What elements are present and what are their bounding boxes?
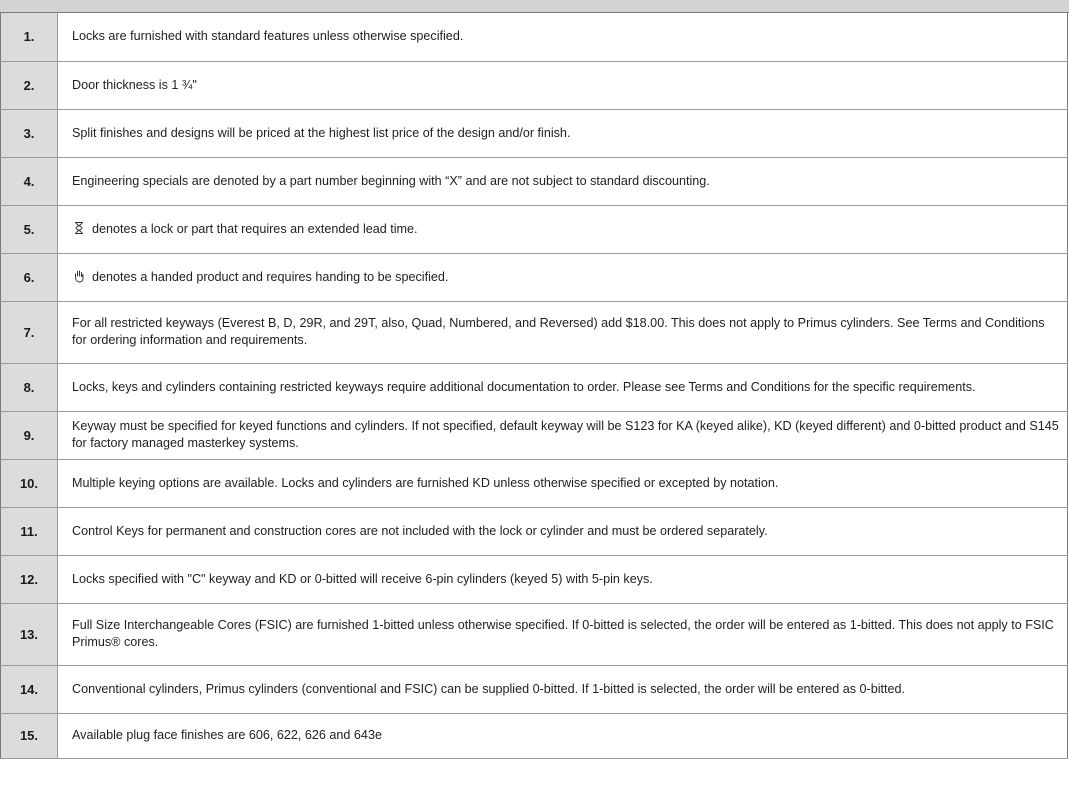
note-row: [1, 205, 1068, 253]
note-number: 7.: [1, 301, 58, 363]
note-row: [1, 713, 1068, 758]
note-number: 12.: [1, 555, 58, 603]
note-row: [1, 109, 1068, 157]
note-number: 13.: [1, 603, 58, 665]
note-row: [1, 507, 1068, 555]
note-row: [1, 603, 1068, 665]
note-text: [58, 253, 1068, 301]
note-number: 14.: [1, 665, 58, 713]
note-text-content: denotes a lock or part that requires an extended lead time.: [92, 221, 418, 236]
note-text: Locks, keys and cylinders containing restricted keyways require additional documentation to order. Please see Terms and Conditions for the specific requirements.: [58, 363, 1068, 411]
note-row: [1, 13, 1068, 61]
note-text-content: denotes a handed product and requires handing to be specified.: [92, 269, 449, 284]
note-number: 8.: [1, 363, 58, 411]
hourglass-icon: [72, 221, 86, 235]
note-row: [1, 363, 1068, 411]
note-text: Control Keys for permanent and construction cores are not included with the lock or cylinder and must be ordered separately.: [58, 507, 1068, 555]
note-text: [58, 603, 1068, 665]
note-text: For all restricted keyways (Everest B, D, 29R, and 29T, also, Quad, Numbered, and Reversed) add $18.00. This does not apply to Primus cylinders. See Terms and Conditions for ordering information and requirements.: [58, 301, 1068, 363]
note-text: Locks are furnished with standard features unless otherwise specified.: [58, 13, 1068, 61]
note-number: 6.: [1, 253, 58, 301]
note-number: 1.: [1, 13, 58, 61]
note-row: [1, 555, 1068, 603]
note-row: [1, 411, 1068, 459]
note-number: 5.: [1, 205, 58, 253]
note-row: [1, 665, 1068, 713]
note-text: Available plug face finishes are 606, 622, 626 and 643e: [58, 713, 1068, 758]
note-text: [58, 205, 1068, 253]
note-text: Split finishes and designs will be priced at the highest list price of the design and/or finish.: [58, 109, 1068, 157]
note-text-content: Full Size Interchangeable Cores (FSIC) are furnished 1-bitted unless otherwise specified. If 0-bitted is selected, the order will be entered as 1-bitted. This does not apply to FSIC Primus® cores.: [72, 618, 1054, 649]
note-number: 3.: [1, 109, 58, 157]
note-text: Door thickness is 1 ¾": [58, 61, 1068, 109]
note-number: 2.: [1, 61, 58, 109]
note-text: Conventional cylinders, Primus cylinders (conventional and FSIC) can be supplied 0-bitted. If 1-bitted is selected, the order will be entered as 0-bitted.: [58, 665, 1068, 713]
note-number: 11.: [1, 507, 58, 555]
note-number: 10.: [1, 459, 58, 507]
note-text: Locks specified with "C" keyway and KD or 0-bitted will receive 6-pin cylinders (keyed 5) with 5-pin keys.: [58, 555, 1068, 603]
note-text: Engineering specials are denoted by a part number beginning with “X” and are not subject to standard discounting.: [58, 157, 1068, 205]
note-number: 4.: [1, 157, 58, 205]
note-row: [1, 459, 1068, 507]
table-header-band: [0, 0, 1069, 13]
note-row: [1, 157, 1068, 205]
note-row: [1, 61, 1068, 109]
notes-table: [0, 13, 1068, 759]
note-row: [1, 253, 1068, 301]
note-text: Multiple keying options are available. Locks and cylinders are furnished KD unless otherwise specified or excepted by notation.: [58, 459, 1068, 507]
note-number: 9.: [1, 411, 58, 459]
note-number: 15.: [1, 713, 58, 758]
note-text: Keyway must be specified for keyed functions and cylinders. If not specified, default keyway will be S123 for KA (keyed alike), KD (keyed different) and 0-bitted product and S145 for factory managed masterkey systems.: [58, 411, 1068, 459]
hand-icon: [72, 269, 86, 283]
note-row: [1, 301, 1068, 363]
